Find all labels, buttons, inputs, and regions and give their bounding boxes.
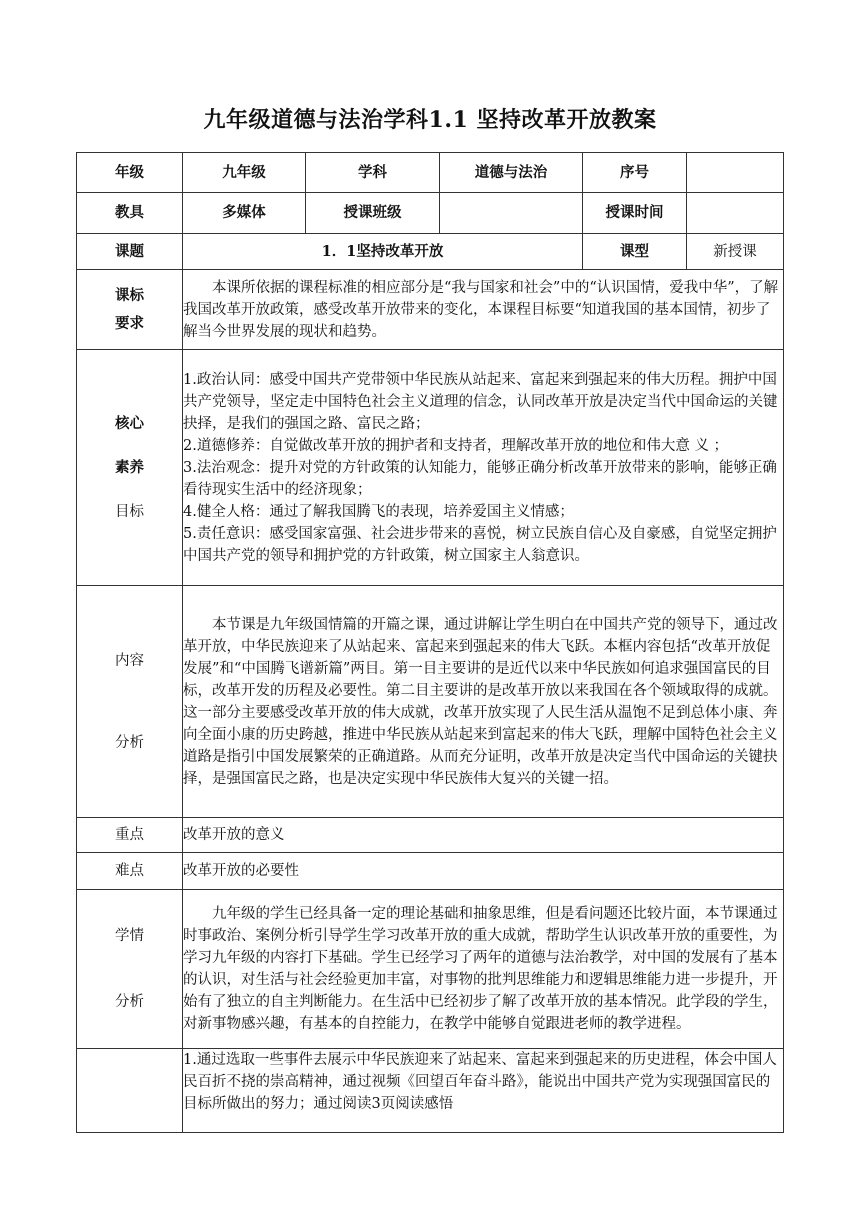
row-tools [77,193,784,234]
row-core [77,350,784,586]
core-item: 2.道德修养：自觉做改革开放的拥护者和支持者，理解改革开放的地位和伟大意 义 ； [183,437,729,454]
class-value [440,193,583,234]
learner-label [77,890,183,1049]
tools-label: 教具 [77,193,183,234]
topic-value: 1．1坚持改革开放 [183,234,583,270]
content-label [77,586,183,818]
standard-text-cell [183,270,784,350]
row-last [77,1049,784,1133]
row-key-point [77,818,784,853]
core-label-3: 目标 [115,503,144,520]
type-value: 新授课 [687,234,784,270]
core-item: 1.政治认同：感受中国共产党带领中华民族从站起来、富起来到强起来的伟大历程。拥护中国共产党领导，坚定走中国特色社会主义道理的信念，认同改革开放是决定当代中国命运的关键抉择，是我们的强国之路、富民之路； [183,371,778,432]
subject-value: 道德与法治 [440,153,583,193]
difficulty-text: 改革开放的必要性 [183,853,784,890]
learner-label-1: 学情 [115,928,144,944]
learner-text: 九年级的学生已经具备一定的理论基础和抽象思维，但是看问题还比较片面，本节课通过时事政治、案例分析引导学生学习改革开放的重大成就，帮助学生认识改革开放的重要性，为学习九年级的内容打下基础。学生已经学习了两年的道德与法治教学，对中国的发展有了基本的认识，对生活与社会经验更加丰富，对事物的批判思维能力和逻辑思维能力进一步提升，开始有了独立的自主判断能力。在生活中已经初步了解了改革开放的基本情况。此学段的学生，对新事物感兴趣，有基本的自控能力，在教学中能够自觉跟进老师的教学进程。 [183,906,778,1032]
row-grade [77,153,784,193]
core-item: 3.法治观念：提升对党的方针政策的认知能力，能够正确分析改革开放带来的影响，能够正确看待现实生活中的经济现象； [183,459,777,498]
time-value [687,193,784,234]
core-label-2: 素养 [115,458,144,476]
row-content [77,586,784,818]
page-title: 九年级道德与法治学科1.1 坚持改革开放教案 [203,107,657,133]
content-label-2: 分析 [115,734,144,751]
class-label: 授课班级 [306,193,440,234]
standard-label [77,270,183,350]
content-text: 本节课是九年级国情篇的开篇之课，通过讲解让学生明白在中国共产党的领导下，通过改革开放，中华民族迎来了从站起来、富起来到强起来的伟大飞跃。本框内容包括“改革开放促发展”和“中国腾飞谱新篇”两目。第一目主要讲的是近代以来中华民族如何追求强国富民的目标，改革开发的历程及必要性。第二目主要讲的是改革开放以来我国在各个领域取得的成就。这一部分主要感受改革开放的伟大成就，改革开放实现了人民生活从温饱不足到总体小康、奔向全面小康的历史跨越，推进中华民族从站起来到富起来的伟大飞跃，理解中国特色社会主义道路是指引中国发展繁荣的正确道路。从而充分证明，改革开放是决定当代中国命运的关键抉择，是强国富民之路，也是决定实现中华民族伟大复兴的关键一招。 [183,616,778,787]
row-learner [77,890,784,1049]
subject-label: 学科 [306,153,440,193]
last-text: 1.通过选取一些事件去展示中华民族迎来了站起来、富起来到强起来的历史进程，体会中国人民百折不挠的崇高精神，通过视频《回望百年奋斗路》，能说出中国共产党为实现强国富民的目标所做出的努力；通过阅读3页阅读感悟 [183,1052,777,1112]
learner-text-cell [183,890,784,1049]
core-item: 4.健全人格：通过了解我国腾飞的表现，培养爱国主义情感； [183,503,574,520]
seq-label: 序号 [583,153,687,193]
core-item: 5.责任意识：感受国家富强、社会进步带来的喜悦，树立民族自信心及自豪感，自觉坚定拥护中国共产党的领导和拥护党的方针政策，树立国家主人翁意识。 [183,525,777,564]
last-label [77,1049,183,1133]
lesson-plan-table [76,152,784,1133]
key-point-text: 改革开放的意义 [183,818,784,853]
standard-label-1: 课标 [115,286,144,304]
time-label: 授课时间 [583,193,687,234]
content-text-cell [183,586,784,818]
core-items-cell [183,350,784,586]
difficulty-label: 难点 [77,853,183,890]
last-text-cell [183,1049,784,1133]
tools-value: 多媒体 [183,193,306,234]
core-label-1: 核心 [115,414,144,432]
topic-label: 课题 [77,234,183,270]
grade-value: 九年级 [183,153,306,193]
row-standard [77,270,784,350]
content-label-1: 内容 [115,652,144,669]
seq-value [687,153,784,193]
standard-text: 本课所依据的课程标准的相应部分是“我与国家和社会”中的“认识国情，爱我中华”，了解我国改革开放政策，感受改革开放带来的变化，本课程目标要“知道我国的基本国情，初步了解当今世界发展的现状和趋势。 [183,279,779,340]
core-label [77,350,183,586]
row-difficulty [77,853,784,890]
standard-label-2: 要求 [115,314,144,332]
learner-label-2: 分析 [115,994,144,1010]
type-label: 课型 [583,234,687,270]
grade-label: 年级 [77,153,183,193]
row-topic [77,234,784,270]
key-point-label: 重点 [77,818,183,853]
